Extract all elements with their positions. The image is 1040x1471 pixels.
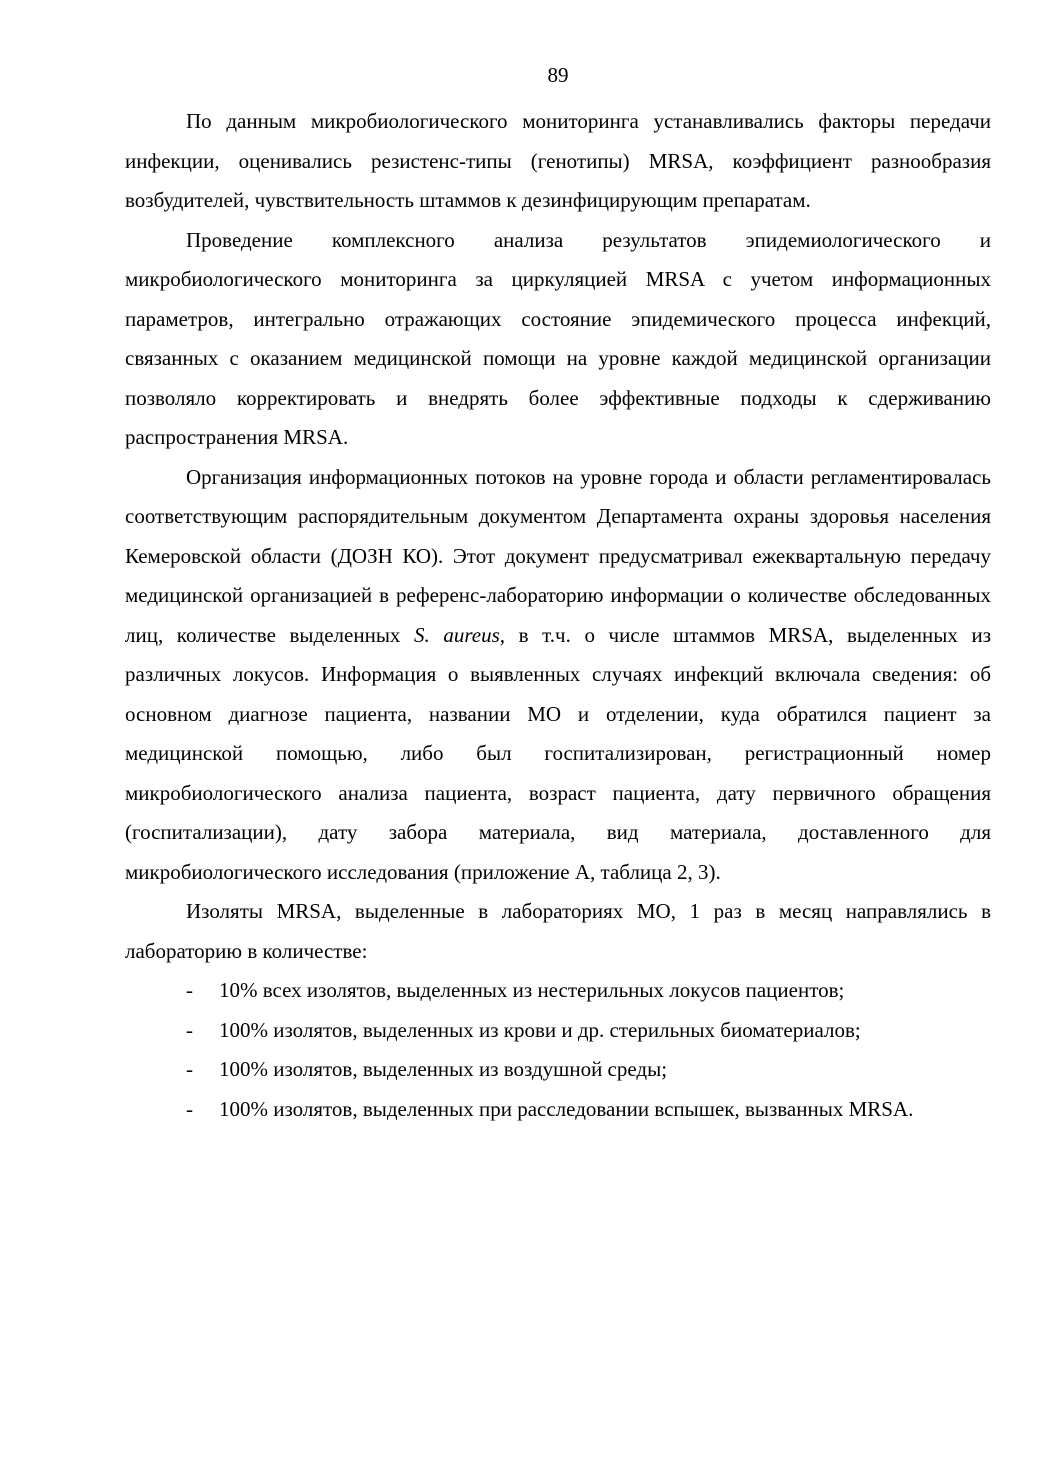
list-item-text: 100% изолятов, выделенных при расследовании вспышек, вызванных MRSA. [219, 1096, 914, 1121]
paragraph-information-flows-continuation: в т.ч. о числе штаммов MRSA, выделенных из различных локусов. Информация о выявленных случаях инфекций включала сведения: об основном диагнозе пациента, названии МО и отделении, куда обратился пациент за медицинской помощью, либо был госпитализирован, регистрационный номер микробиологического анализа пациента, возраст пациента, дату первичного обращения (госпитализации), дату забора материала, вид материала, доставленного для микробиологического исследования (приложение А, таблица 2, 3). [125, 622, 992, 884]
paragraph-isolates: Изоляты MRSA, выделенные в лабораториях МО, 1 раз в месяц направлялись в лабораторию в количестве: [125, 899, 991, 963]
list-dash: - [186, 1057, 193, 1081]
document-page [125, 60, 991, 1129]
list-dash: - [186, 1017, 193, 1042]
list-item-text: 100% изолятов, выделенных из воздушной среды; [219, 1057, 668, 1081]
list-dash: - [186, 1096, 193, 1121]
species-name-italic: S. aureus, [414, 622, 506, 647]
list-item [125, 1090, 991, 1130]
paragraph-information-flows [125, 458, 991, 893]
isolates-list [125, 971, 991, 1129]
list-item-text: 10% всех изолятов, выделенных из нестерильных локусов пациентов; [219, 978, 845, 1002]
list-item [125, 1050, 991, 1090]
list-dash: - [186, 978, 193, 1002]
list-item [125, 971, 991, 1011]
paragraph-complex-analysis: Проведение комплексного анализа результатов эпидемиологического и микробиологического мониторинга за циркуляцией MRSA с учетом информационных параметров, интегрально отражающих состояние эпидемического процесса инфекций, связанных с оказанием медицинской помощи на уровне каждой медицинской организации позволяло корректировать и внедрять более эффективные подходы к сдерживанию распространения MRSA. [125, 227, 991, 449]
list-item-text: 100% изолятов, выделенных из крови и др. стерильных биоматериалов; [219, 1017, 861, 1042]
page-number: 89 [547, 63, 569, 87]
list-item [125, 1011, 991, 1051]
paragraph-information-flows-text: Организация информационных потоков на уровне города и области регламентировалась соответствующим распорядительным документом Департамента охраны здоровья населения Кемеровской области (ДОЗН КО). Этот документ предусматривал ежеквартальную передачу медицинской организацией в референс-лабораторию информации о количестве обследованных лиц, количестве выделенных [125, 464, 991, 647]
paragraph-monitoring-factors: По данным микробиологического мониторинга устанавливались факторы передачи инфекции, оценивались резистенс-типы (генотипы) MRSA, коэффициент разнообразия возбудителей, чувствительность штаммов к дезинфицирующим препаратам. [125, 109, 991, 212]
